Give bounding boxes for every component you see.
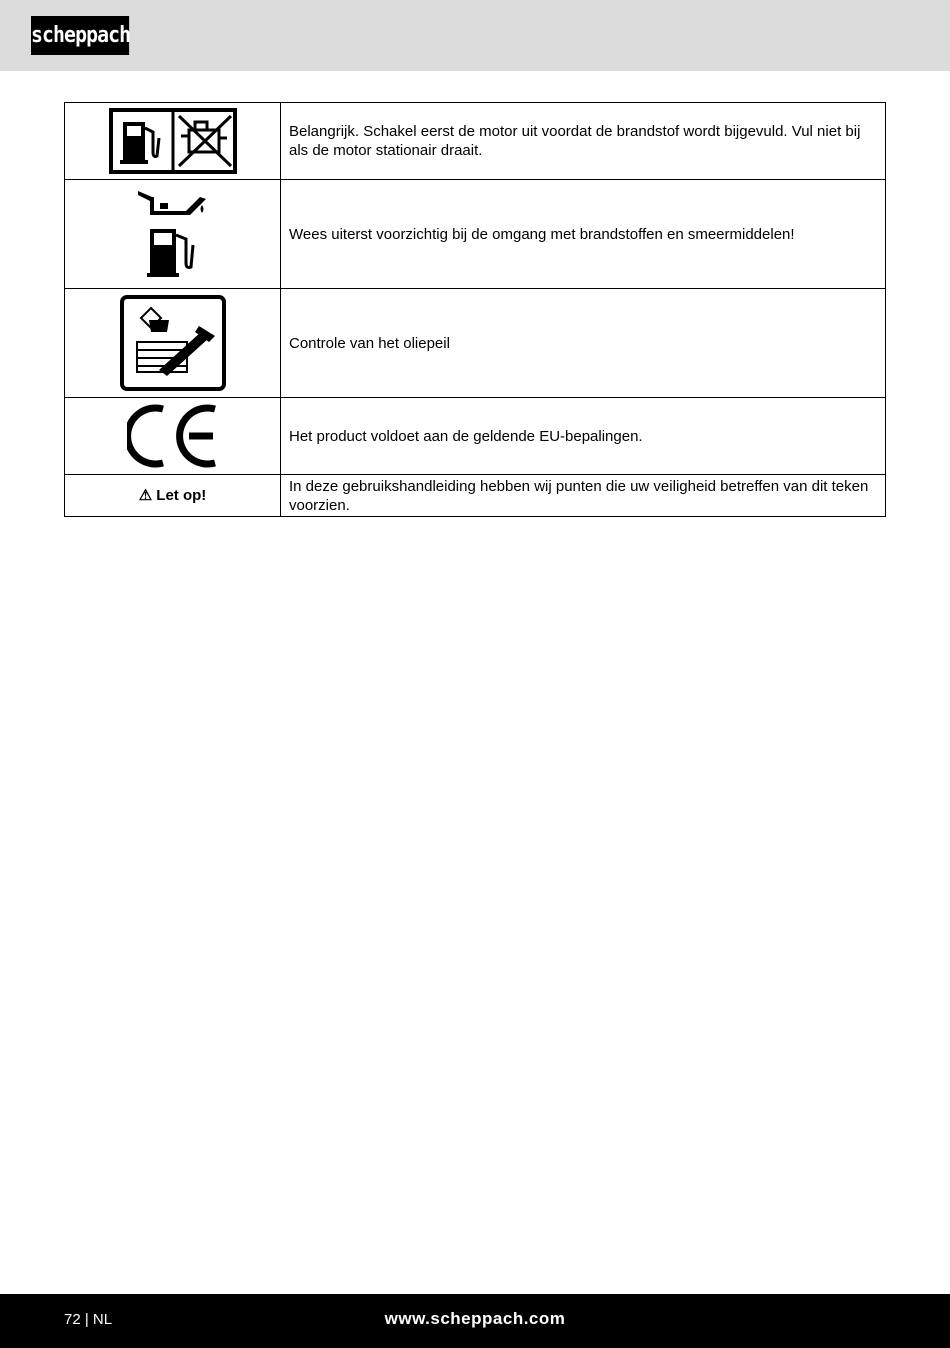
warning-label: ⚠ Let op! <box>138 487 207 504</box>
oil-level-check-icon <box>119 294 227 392</box>
scheppach-logo: scheppach <box>31 16 129 55</box>
page-number: 72 | NL <box>64 1311 113 1328</box>
table-row <box>65 475 886 517</box>
no-refuel-engine-running-icon <box>109 108 237 174</box>
symbols-table <box>64 102 886 517</box>
ce-mark-icon <box>127 403 219 469</box>
row-text: Wees uiterst voorzichtig bij de omgang met brandstoffen en smeermiddelen! <box>281 180 886 289</box>
icon-cell <box>65 289 281 398</box>
icon-cell <box>65 475 281 517</box>
table-row <box>65 398 886 475</box>
row-text: Belangrijk. Schakel eerst de motor uit voordat de brandstof wordt bijgevuld. Vul niet bij als de motor stationair draait. <box>281 103 886 180</box>
website-link[interactable]: www.scheppach.com <box>384 1309 566 1328</box>
page-footer <box>0 1294 950 1348</box>
icon-cell <box>65 180 281 289</box>
row-text: Het product voldoet aan de geldende EU-bepalingen. <box>281 398 886 475</box>
page-header <box>0 0 950 71</box>
icon-cell <box>65 103 281 180</box>
table-row <box>65 289 886 398</box>
table-row <box>65 180 886 289</box>
icon-cell <box>65 398 281 475</box>
row-text: Controle van het oliepeil <box>281 289 886 398</box>
table-row <box>65 103 886 180</box>
fuel-oil-caution-icon <box>136 187 210 281</box>
row-text: In deze gebruikshandleiding hebben wij punten die uw veiligheid betreffen van dit teken voorzien. <box>281 475 886 517</box>
